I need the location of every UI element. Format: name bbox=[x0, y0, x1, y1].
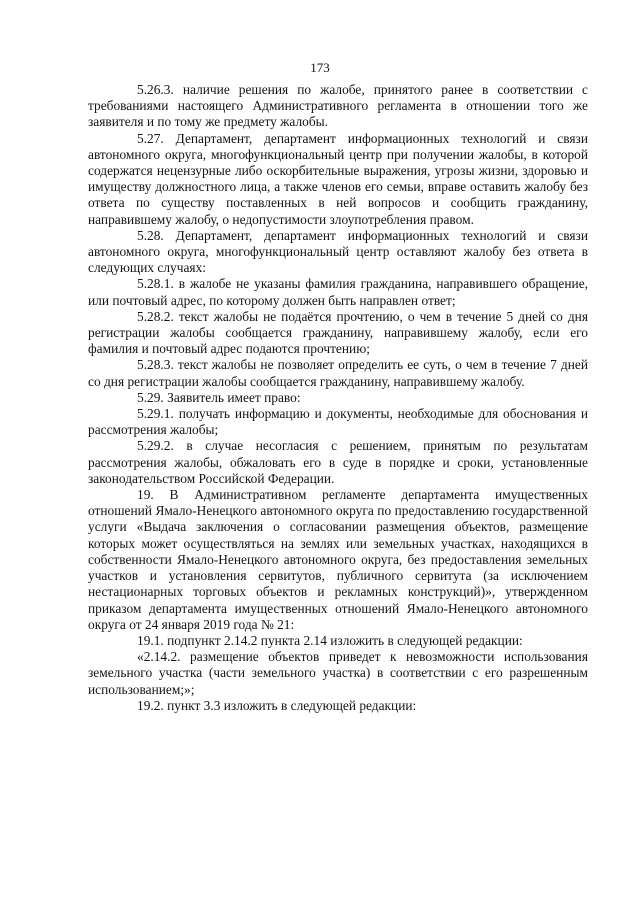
paragraph-19: 19. В Административном регламенте департамента имущественных отношений Ямало-Ненецкого автономного округа по предоставлению государственной услуги «Выдача заключения о согласовании размещения объектов, размещение которых может осуществляться на землях или земельных участках, находящихся в собственности Ямало-Ненецкого автономного округа, без предоставления земельных участков и установления сервитутов, публичного сервитута (за исключением нестационарных торговых объектов и рекламных конструкций)», утвержденном приказом департамента имущественных отношений Ямало-Ненецкого автономного округа от 24 января 2019 года № 21: bbox=[88, 487, 588, 632]
paragraph-2-14-2-quote: «2.14.2. размещение объектов приведет к невозможности использования земельного участка (части земельного участка) в соответствии с его разрешенным использованием;»; bbox=[88, 649, 588, 697]
paragraph-5-29: 5.29. Заявитель имеет право: bbox=[137, 389, 301, 405]
paragraph-5-28: 5.28. Департамент, департамент информационных технологий и связи автономного округа, многофункциональный центр оставляют жалобу без ответа в следующих случаях: bbox=[88, 227, 588, 276]
paragraph-5-28-3: 5.28.3. текст жалобы не позволяет определить ее суть, о чем в течение 7 дней со дня регистрации жалобы сообщается гражданину, направившему жалобу. bbox=[88, 357, 588, 389]
paragraph-5-29-1: 5.29.1. получать информацию и документы, необходимые для обоснования и рассмотрения жалобы; bbox=[88, 406, 588, 438]
paragraph-5-28-1: 5.28.1. в жалобе не указаны фамилия гражданина, направившего обращение, или почтовый адрес, по которому должен быть направлен ответ; bbox=[88, 276, 588, 308]
paragraph-5-28-2: 5.28.2. текст жалобы не подаётся прочтению, о чем в течение 5 дней со дня регистрации жалобы сообщается гражданину, направившему жалобу, если его фамилия и почтовый адрес подаются прочтению; bbox=[88, 308, 588, 357]
paragraph-5-27: 5.27. Департамент, департамент информационных технологий и связи автономного округа, многофункциональный центр при получении жалобы, в которой содержатся нецензурные либо оскорбительные выражения, угрозы жизни, здоровью и имуществу должностного лица, а также членов его семьи, вправе оставить жалобу без ответа по существу поставленных в ней вопросов и сообщить гражданину, направившему жалобу, о недопустимости злоупотребления правом. bbox=[88, 130, 588, 227]
paragraph-5-26-3: 5.26.3. наличие решения по жалобе, принятого ранее в соответствии с требованиями настоящего Административного регламента в отношении того же заявителя и по тому же предмету жалобы. bbox=[88, 82, 588, 130]
page-number: 173 bbox=[310, 60, 330, 75]
document-body bbox=[88, 82, 588, 714]
paragraph-19-2: 19.2. пункт 3.3 изложить в следующей редакции: bbox=[137, 697, 417, 713]
paragraph-5-29-2: 5.29.2. в случае несогласия с решением, принятым по результатам рассмотрения жалобы, обжаловать его в суде в порядке и сроки, установленные законодательством Российской Федерации. bbox=[88, 438, 588, 486]
paragraph-19-1: 19.1. подпункт 2.14.2 пункта 2.14 изложить в следующей редакции: bbox=[137, 632, 523, 648]
